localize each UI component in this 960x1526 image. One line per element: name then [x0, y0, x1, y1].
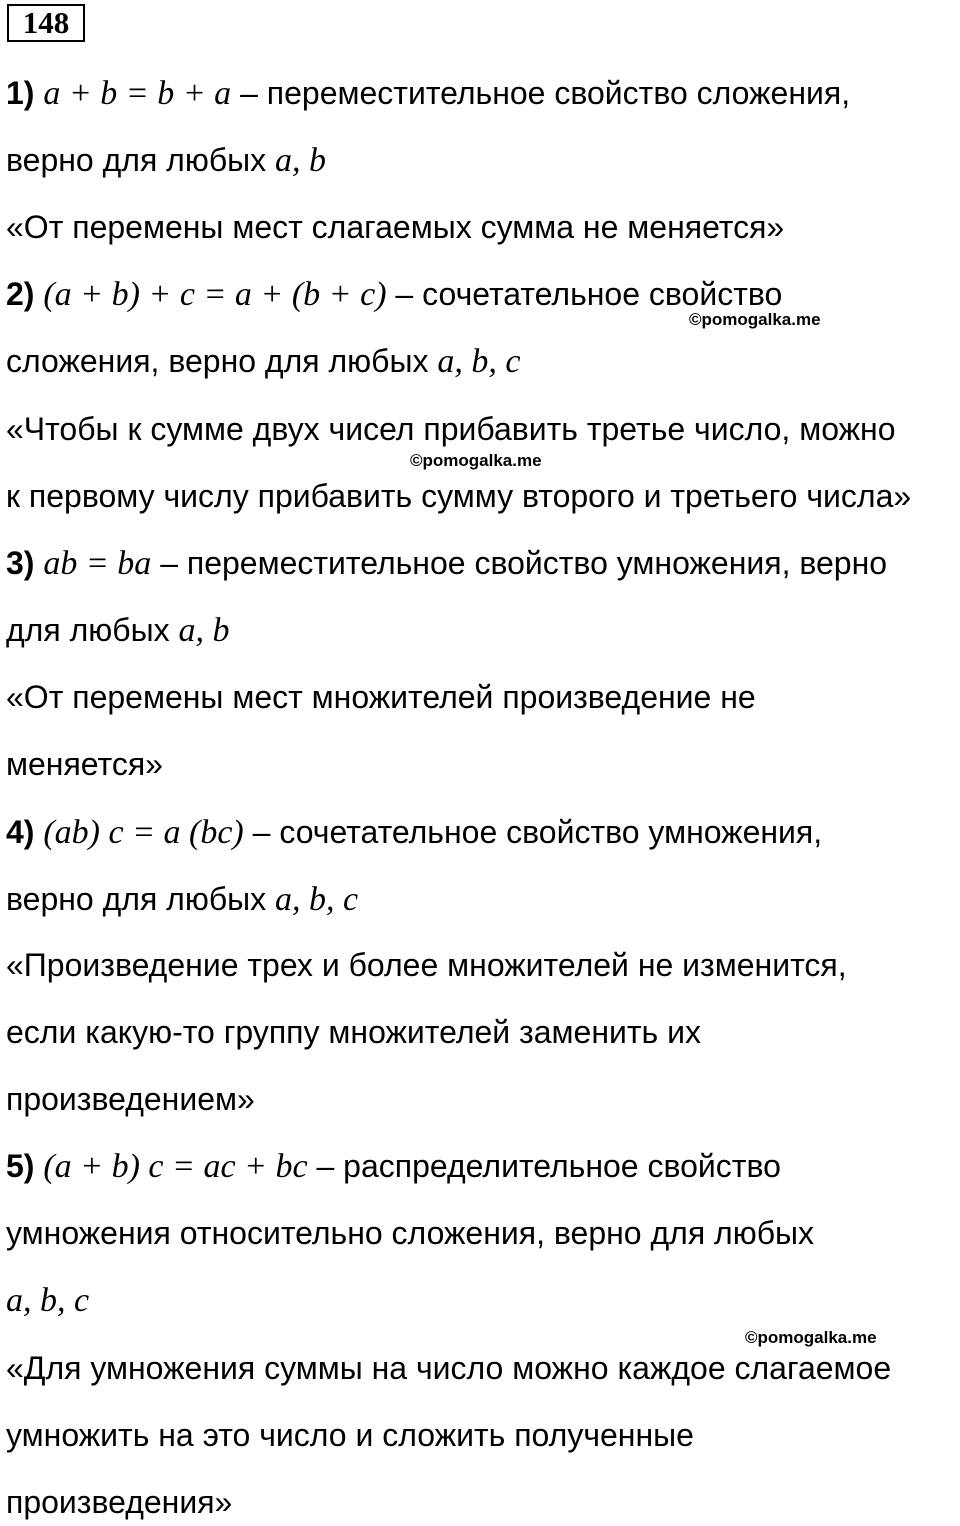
item-5-condition: умножения относительно сложения, верно для любых [6, 1215, 815, 1251]
item-2-formula: (a + b) + c = a + (b + c) [43, 276, 387, 313]
item-1-vars: a, b [275, 142, 327, 179]
item-3-rule-line-2: меняется» [6, 746, 163, 782]
item-4-rule-line-2: если какую-то группу множителей заменить их [6, 1014, 701, 1050]
item-4-formula: (ab) c = a (bc) [43, 814, 244, 851]
item-3-rule-line-1: «От перемены мест множителей произведение не [6, 679, 756, 715]
item-1-condition [6, 140, 326, 181]
item-1-statement [6, 73, 850, 114]
item-2-rule-line-2: к первому числу прибавить сумму второго и третьего числа» [6, 478, 912, 514]
item-4-vars: a, b, c [275, 881, 359, 918]
item-3-vars: a, b [178, 612, 230, 649]
item-5-formula: (a + b) c = ac + bc [43, 1148, 308, 1185]
item-3-description: – переместительное свойство умножения, верно [151, 545, 888, 581]
item-4-rule-line-1: «Произведение трех и более множителей не изменится, [6, 947, 847, 983]
item-5-rule-line-2: умножить на это число и сложить полученные [6, 1417, 694, 1453]
item-1-number: 1) [6, 75, 35, 111]
item-2-vars: a, b, c [437, 343, 521, 380]
item-4-description: – сочетательное свойство умножения, [243, 814, 823, 850]
watermark-2: ©pomogalka.me [410, 451, 542, 470]
item-5-description: – распределительное свойство [307, 1148, 781, 1184]
item-3-condition-text: для любых [6, 612, 179, 648]
item-1-condition-text: верно для любых [6, 142, 276, 178]
watermark-1: ©pomogalka.me [689, 310, 821, 329]
item-2-description: – сочетательное свойство [386, 276, 783, 312]
item-5-rule-line-1: «Для умножения суммы на число можно каждое слагаемое [6, 1350, 892, 1386]
item-3-condition [6, 610, 229, 651]
item-1-description: – переместительное свойство сложения, [231, 75, 851, 111]
item-4-rule-line-3: произведением» [6, 1081, 255, 1117]
item-2-number: 2) [6, 276, 35, 312]
item-4-number: 4) [6, 814, 35, 850]
item-2-condition [6, 341, 520, 382]
item-3-number: 3) [6, 545, 35, 581]
item-3-statement [6, 543, 887, 584]
item-5-rule-line-3: произведения» [6, 1484, 233, 1520]
item-2-statement [6, 274, 782, 315]
item-4-condition [6, 879, 358, 920]
item-1-rule: «От перемены мест слагаемых сумма не меняется» [6, 209, 785, 245]
item-4-statement [6, 812, 822, 853]
item-2-rule-line-1: «Чтобы к сумме двух чисел прибавить третье число, можно [6, 411, 896, 447]
task-number: 148 [7, 4, 85, 42]
item-1-formula: a + b = b + a [43, 75, 232, 112]
item-5-number: 5) [6, 1148, 35, 1184]
item-5-vars: a, b, c [6, 1282, 90, 1319]
item-3-formula: ab = ba [43, 545, 152, 582]
item-5-statement [6, 1146, 781, 1187]
item-5-vars-line [6, 1280, 89, 1321]
item-4-condition-text: верно для любых [6, 881, 276, 917]
watermark-3: ©pomogalka.me [745, 1328, 877, 1347]
item-2-condition-text: сложения, верно для любых [6, 343, 438, 379]
